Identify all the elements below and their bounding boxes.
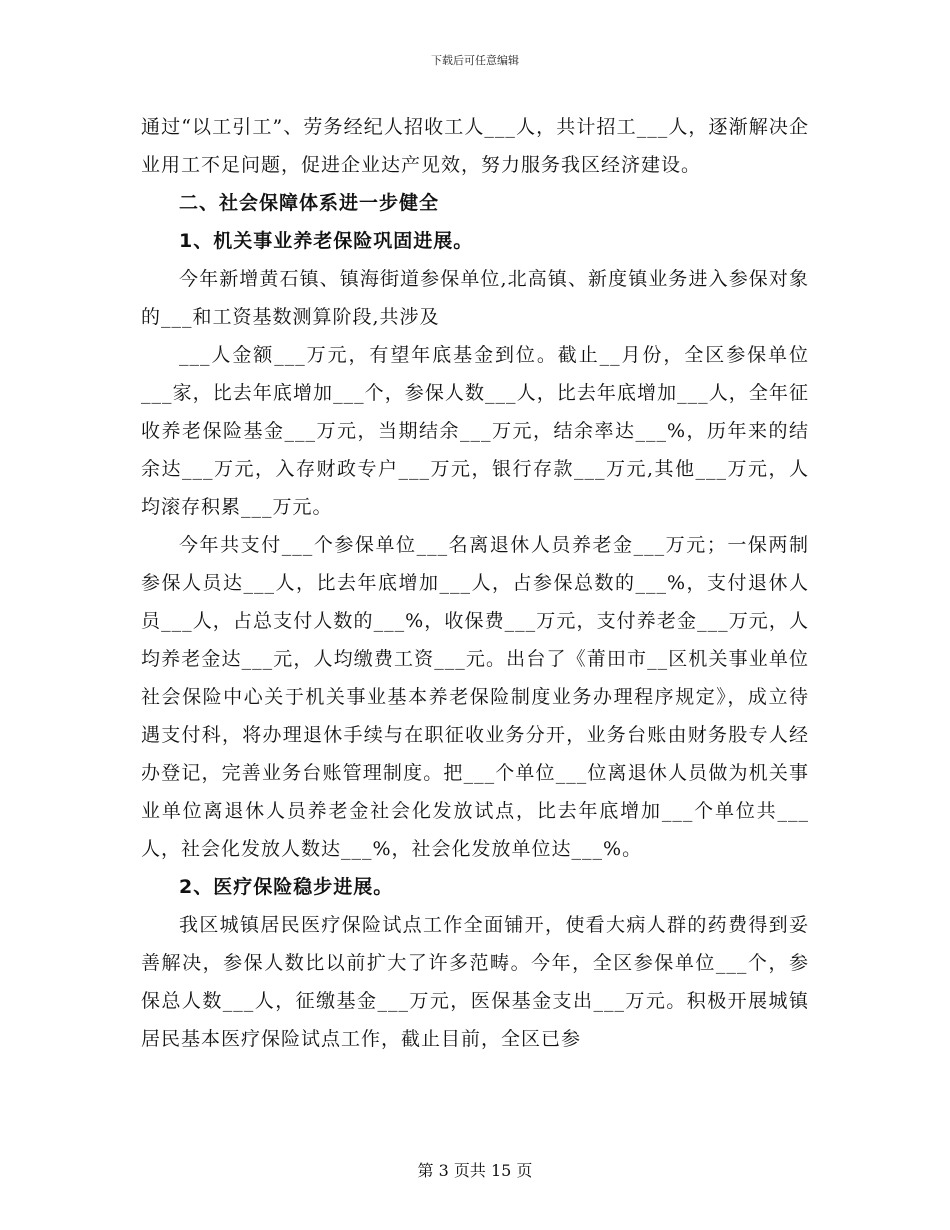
paragraph: 今年共支付___个参保单位___名离退休人员养老金___万元；一保两制参保人员达___人，比去年底增加___人，占参保总数的___%，支付退休人员___人，占总支付人数的___%，收保费___万元，支付养老金___万元，人均养老金达___元，人均缴费工资___元。出台了《莆田市__区机关事业单位社会保险中心关于机关事业基本养老保险制度业务办理程序规定》，成立待遇支付科，将办理退休手续与在职征收业务分开，业务台账由财务股专人经办登记，完善业务台账管理制度。把___个单位___位离退休人员做为机关事业单位离退休人员养老金社会化发放试点，比去年底增加___个单位共___人，社会化发放人数达___%，社会化发放单位达___%。: [141, 534, 809, 860]
paragraph: 今年新增黄石镇、镇海街道参保单位,北高镇、新度镇业务进入参保对象的___和工资基数测算阶段,共涉及: [141, 268, 809, 328]
section-heading: 二、社会保障体系进一步健全: [179, 192, 440, 214]
page-header: 下载后可任意编辑: [431, 54, 519, 67]
paragraph: 我区城镇居民医疗保险试点工作全面铺开，使看大病人群的药费得到妥善解决，参保人数比以前扩大了许多范畴。今年，全区参保单位___个，参保总人数___人，征缴基金___万元，医保基金支出___万元。积极开展城镇居民基本医疗保险试点工作，截止目前，全区已参: [141, 914, 809, 1050]
subsection-heading: 1、机关事业养老保险巩固进展。: [179, 230, 474, 252]
document-body: [141, 108, 809, 1058]
paragraph: ___人金额___万元，有望年底基金到位。截止__月份，全区参保单位___家，比去年底增加___个，参保人数___人，比去年底增加___人，全年征收养老保险基金___万元，当期结余___万元，结余率达___%，历年来的结余达___万元，入存财政专户___万元，银行存款___万元,其他___万元，人均滚存积累___万元。: [141, 344, 809, 518]
paragraph: 通过“以工引工”、劳务经纪人招收工人___人，共计招工___人，逐渐解决企业用工不足问题，促进企业达产见效，努力服务我区经济建设。: [141, 116, 809, 176]
page-footer: 第 3 页共 15 页: [417, 1161, 533, 1180]
subsection-heading: 2、医疗保险稳步进展。: [179, 876, 394, 898]
